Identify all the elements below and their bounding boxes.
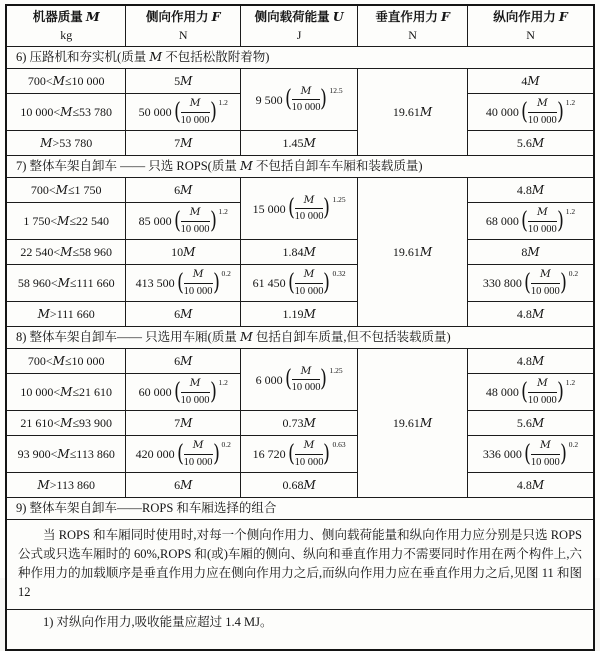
mass-range-cell: M>53 780 xyxy=(6,131,126,156)
formula-exponent: 0.2 xyxy=(568,440,579,450)
math-variable: M xyxy=(531,477,545,492)
note-paragraph: 当 ROPS 和车厢同时使用时,对每一个侧向作用力、侧向载荷能量和纵向作用力应分别是只选 ROPS 公式或只选车厢时的 60%,ROPS 和(或)车厢的侧向、纵向和垂直作用力不需要同时作用在两个构件上,六种作用力的加载顺序是垂直作用力应在侧向作用力之后,而纵向作用力应在垂直作用力之后,见图 11 和图 12 xyxy=(18,528,582,599)
force-formula xyxy=(483,268,578,297)
fraction-denominator: 10 000 xyxy=(530,285,560,297)
section-title-row xyxy=(6,498,594,520)
math-variable: M xyxy=(419,415,433,430)
open-paren: ( xyxy=(173,98,181,125)
open-paren: ( xyxy=(521,207,528,234)
header-vertical-force xyxy=(358,5,468,47)
longitudinal-force-cell xyxy=(468,203,594,240)
fraction-denominator: 10 000 xyxy=(294,285,324,297)
lateral-force-cell xyxy=(126,94,241,131)
force-formula xyxy=(483,439,578,468)
formula-exponent: 1.2 xyxy=(565,378,576,388)
force-formula xyxy=(486,97,575,126)
open-paren: ( xyxy=(173,378,181,405)
mass-ratio-fraction xyxy=(528,97,557,126)
lateral-energy-cell xyxy=(241,349,358,411)
math-variable: M xyxy=(531,353,545,368)
math-variable: M xyxy=(57,275,70,290)
longitudinal-force-cell: 5.6M xyxy=(468,131,594,156)
longitudinal-force-cell xyxy=(468,265,594,302)
formula-coefficient: 336 000 xyxy=(482,447,522,461)
force-formula xyxy=(136,268,231,297)
longitudinal-force-cell xyxy=(468,94,594,131)
mass-range-cell: M>113 860 xyxy=(6,473,126,498)
formula-exponent: 1.2 xyxy=(218,378,228,388)
formula-coefficient: 420 000 xyxy=(135,447,175,461)
force-formula xyxy=(253,194,346,223)
lateral-force-cell xyxy=(126,203,241,240)
force-formula xyxy=(253,439,346,468)
lateral-energy-cell: 1.84M xyxy=(241,240,358,265)
open-paren: ( xyxy=(176,269,184,296)
lateral-force-cell: 6M xyxy=(126,473,241,498)
fraction-numerator xyxy=(181,377,210,392)
lateral-force-cell: 5M xyxy=(126,69,241,94)
open-paren: ( xyxy=(173,207,181,234)
open-paren: ( xyxy=(287,269,295,296)
math-variable: M xyxy=(60,384,73,399)
fraction-numerator xyxy=(184,439,213,454)
open-paren: ( xyxy=(287,195,295,222)
math-variable: M xyxy=(52,73,65,88)
mass-range-cell: 700<M≤10 000 xyxy=(6,69,126,94)
math-variable: M xyxy=(37,306,50,321)
formula-exponent: 0.2 xyxy=(221,440,231,450)
header-longitudinal-force xyxy=(468,5,594,47)
mass-ratio-fraction xyxy=(531,439,560,468)
section-title-row xyxy=(6,156,594,178)
mass-range-cell: 700<M≤10 000 xyxy=(6,349,126,374)
math-variable: F xyxy=(211,8,221,24)
math-variable: M xyxy=(60,415,73,430)
formula-coefficient: 6 000 xyxy=(255,372,283,387)
table-row xyxy=(6,302,594,327)
math-variable: M xyxy=(303,439,315,452)
fraction-denominator: 10 000 xyxy=(291,382,321,393)
rops-requirements-table xyxy=(5,4,595,651)
math-variable: M xyxy=(303,306,316,321)
longitudinal-force-cell: 5.6M xyxy=(468,411,594,436)
math-variable: M xyxy=(539,268,551,281)
fraction-numerator xyxy=(295,268,324,283)
math-variable: M xyxy=(419,104,433,119)
math-variable: M xyxy=(303,415,316,430)
section-title-row xyxy=(6,47,594,69)
close-paren: ) xyxy=(559,440,567,467)
fraction-numerator xyxy=(292,365,321,380)
lateral-energy-cell: 0.73M xyxy=(241,411,358,436)
math-variable: M xyxy=(303,135,316,150)
math-variable: M xyxy=(85,8,100,24)
formula-coefficient: 50 000 xyxy=(138,105,172,119)
section-title-row xyxy=(6,327,594,349)
math-variable: M xyxy=(60,104,73,119)
math-variable: M xyxy=(539,439,551,452)
open-paren: ( xyxy=(524,440,531,467)
math-variable: M xyxy=(57,213,70,228)
header-label: 机器质量 M xyxy=(32,8,100,24)
mass-range-cell: 10 000<M≤21 610 xyxy=(6,374,126,411)
math-variable: M xyxy=(180,306,193,321)
force-formula xyxy=(136,439,231,468)
math-variable: U xyxy=(332,8,344,24)
lateral-energy-cell xyxy=(241,436,358,473)
header-lateral-force xyxy=(126,5,241,47)
longitudinal-force-cell xyxy=(468,374,594,411)
math-variable: M xyxy=(303,477,316,492)
fraction-denominator: 10 000 xyxy=(527,394,557,406)
open-paren: ( xyxy=(287,440,295,467)
math-variable: M xyxy=(180,73,193,88)
mass-range-cell: 10 000<M≤53 780 xyxy=(6,94,126,131)
math-variable: M xyxy=(303,244,316,259)
vertical-force-cell: 19.61M xyxy=(358,349,468,498)
header-label: 纵向作用力 F xyxy=(493,8,568,24)
fraction-denominator: 10 000 xyxy=(183,285,213,297)
math-variable: M xyxy=(303,193,315,206)
math-variable: M xyxy=(57,446,70,461)
fraction-denominator: 10 000 xyxy=(527,223,557,235)
formula-coefficient: 16 720 xyxy=(252,447,286,461)
lateral-energy-cell xyxy=(241,178,358,240)
math-variable: M xyxy=(192,439,204,452)
formula-coefficient: 9 500 xyxy=(255,92,283,107)
lateral-energy-cell: 0.68M xyxy=(241,473,358,498)
fraction-numerator xyxy=(528,97,557,112)
math-variable: M xyxy=(180,135,193,150)
fraction-denominator: 10 000 xyxy=(294,211,324,222)
table-header xyxy=(6,5,594,47)
table-row xyxy=(6,240,594,265)
mass-range-cell: 1 750<M≤22 540 xyxy=(6,203,126,240)
longitudinal-force-cell: 4.8M xyxy=(468,302,594,327)
section-title: 8) 整体车架自卸车—— 只选用车厢(质量 M 包括自卸车质量,但不包括装载质量) xyxy=(6,327,594,349)
math-variable: M xyxy=(531,135,545,150)
formula-exponent: 1.25 xyxy=(329,365,343,375)
math-variable: M xyxy=(536,97,548,110)
combination-usage-note xyxy=(6,520,594,610)
math-variable: M xyxy=(189,97,201,110)
lateral-force-cell: 6M xyxy=(126,178,241,203)
lateral-force-cell xyxy=(126,374,241,411)
formula-exponent: 1.2 xyxy=(565,207,576,217)
header-label: 侧向载荷能量 U xyxy=(254,8,344,24)
lateral-force-cell: 6M xyxy=(126,349,241,374)
formula-coefficient: 60 000 xyxy=(138,385,172,399)
section-title: 7) 整体车架自卸车 —— 只选 ROPS(质量 M 不包括自卸车车厢和装载质量) xyxy=(6,156,594,178)
fraction-denominator: 10 000 xyxy=(183,456,213,468)
formula-exponent: 0.32 xyxy=(332,269,346,279)
open-paren: ( xyxy=(521,98,528,125)
math-variable: M xyxy=(189,206,201,219)
math-variable: M xyxy=(300,364,312,377)
mass-ratio-fraction xyxy=(181,97,210,126)
longitudinal-force-cell: 8M xyxy=(468,240,594,265)
formula-coefficient: 85 000 xyxy=(138,214,172,228)
header-unit: N xyxy=(526,28,535,43)
mass-range-cell: 21 610<M≤93 900 xyxy=(6,411,126,436)
lateral-force-cell: 6M xyxy=(126,302,241,327)
math-variable: M xyxy=(527,73,540,88)
mass-range-cell: 700<M≤1 750 xyxy=(6,178,126,203)
mass-ratio-fraction xyxy=(528,206,557,235)
mass-ratio-fraction xyxy=(181,206,210,235)
header-machine-mass xyxy=(6,5,126,47)
fraction-numerator xyxy=(531,439,560,454)
formula-coefficient: 48 000 xyxy=(485,385,519,399)
math-variable: F xyxy=(558,8,568,24)
lateral-energy-cell xyxy=(241,69,358,131)
header-unit: N xyxy=(408,28,417,43)
lateral-energy-cell: 1.19M xyxy=(241,302,358,327)
formula-coefficient: 413 500 xyxy=(135,276,175,290)
fraction-numerator xyxy=(292,85,321,100)
math-variable: M xyxy=(60,244,73,259)
fraction-denominator: 10 000 xyxy=(180,114,210,126)
force-formula xyxy=(256,365,343,394)
close-paren: ) xyxy=(323,269,331,296)
open-paren: ( xyxy=(521,378,528,405)
close-paren: ) xyxy=(320,86,328,113)
fraction-numerator xyxy=(181,97,210,112)
close-paren: ) xyxy=(212,269,220,296)
math-variable: M xyxy=(37,477,50,492)
longitudinal-force-cell: 4.8M xyxy=(468,178,594,203)
fraction-numerator xyxy=(295,194,324,209)
math-variable: M xyxy=(55,182,68,197)
math-variable: M xyxy=(189,377,201,390)
longitudinal-force-cell xyxy=(468,436,594,473)
open-paren: ( xyxy=(524,269,531,296)
math-variable: M xyxy=(180,415,193,430)
mass-ratio-fraction xyxy=(292,365,321,394)
fraction-denominator: 10 000 xyxy=(530,456,560,468)
fraction-numerator xyxy=(528,206,557,221)
open-paren: ( xyxy=(176,440,184,467)
fraction-numerator xyxy=(531,268,560,283)
close-paren: ) xyxy=(556,98,564,125)
header-label: 垂直作用力 F xyxy=(375,8,450,24)
open-paren: ( xyxy=(284,366,292,393)
math-variable: M xyxy=(40,135,53,150)
formula-exponent: 0.2 xyxy=(568,269,579,279)
math-variable: M xyxy=(239,329,253,345)
close-paren: ) xyxy=(209,378,217,405)
note-row xyxy=(6,520,594,610)
longitudinal-force-cell: 4.8M xyxy=(468,349,594,374)
math-variable: M xyxy=(531,415,545,430)
header-unit: J xyxy=(296,28,302,43)
formula-coefficient: 40 000 xyxy=(485,105,519,119)
mass-ratio-fraction xyxy=(295,439,324,468)
fraction-denominator: 10 000 xyxy=(180,223,210,235)
mass-range-cell: 22 540<M≤58 960 xyxy=(6,240,126,265)
fraction-numerator xyxy=(181,206,210,221)
fraction-numerator xyxy=(295,439,324,454)
close-paren: ) xyxy=(212,440,220,467)
mass-ratio-fraction xyxy=(184,268,213,297)
table-body xyxy=(6,47,594,651)
close-paren: ) xyxy=(323,440,331,467)
force-formula xyxy=(256,85,343,114)
formula-exponent: 12.5 xyxy=(329,85,343,95)
force-formula xyxy=(486,206,575,235)
table-row xyxy=(6,436,594,473)
formula-coefficient: 330 800 xyxy=(482,276,522,290)
table-row xyxy=(6,473,594,498)
header-unit: N xyxy=(178,28,188,43)
math-variable: M xyxy=(180,353,193,368)
vertical-force-cell: 19.61M xyxy=(358,69,468,156)
section-title: 6) 压路机和夯实机(质量 M 不包括松散附着物) xyxy=(6,47,594,69)
table-row xyxy=(6,69,594,94)
formula-coefficient: 61 450 xyxy=(252,276,286,290)
lateral-force-cell xyxy=(126,265,241,302)
fraction-denominator: 10 000 xyxy=(291,102,321,113)
mass-range-cell: 93 900<M≤113 860 xyxy=(6,436,126,473)
longitudinal-force-cell: 4.8M xyxy=(468,473,594,498)
mass-ratio-fraction xyxy=(184,439,213,468)
table-row xyxy=(6,265,594,302)
fraction-denominator: 10 000 xyxy=(180,394,210,406)
lateral-force-cell: 10M xyxy=(126,240,241,265)
close-paren: ) xyxy=(209,98,217,125)
formula-exponent: 1.2 xyxy=(218,98,228,108)
mass-range-cell: 58 960<M≤111 660 xyxy=(6,265,126,302)
mass-range-cell: M>111 660 xyxy=(6,302,126,327)
formula-exponent: 0.63 xyxy=(332,440,346,450)
table-row xyxy=(6,178,594,203)
mass-ratio-fraction xyxy=(295,194,324,223)
header-label: 侧向作用力 F xyxy=(146,8,221,24)
math-variable: M xyxy=(180,477,193,492)
footnote-row xyxy=(6,610,594,651)
table-row xyxy=(6,411,594,436)
footnote xyxy=(6,610,594,651)
longitudinal-force-cell: 4M xyxy=(468,69,594,94)
header-row xyxy=(6,5,594,47)
section-title: 9) 整体车架自卸车——ROPS 和车厢选择的组合 xyxy=(6,498,594,520)
fraction-denominator: 10 000 xyxy=(294,456,324,468)
math-variable: M xyxy=(531,306,545,321)
force-formula xyxy=(486,377,575,406)
header-lateral-energy xyxy=(241,5,358,47)
math-variable: M xyxy=(52,353,65,368)
header-unit: kg xyxy=(60,28,73,43)
force-formula xyxy=(139,206,228,235)
formula-exponent: 0.2 xyxy=(221,269,231,279)
vertical-force-cell: 19.61M xyxy=(358,178,468,327)
close-paren: ) xyxy=(320,366,328,393)
table-row xyxy=(6,349,594,374)
math-variable: M xyxy=(300,84,312,97)
footnote-text: 1) 对纵向作用力,吸收能量应超过 1.4 MJ。 xyxy=(43,615,273,629)
mass-ratio-fraction xyxy=(528,377,557,406)
math-variable: M xyxy=(536,377,548,390)
lateral-energy-cell: 1.45M xyxy=(241,131,358,156)
math-variable: M xyxy=(183,244,196,259)
open-paren: ( xyxy=(284,86,292,113)
math-variable: M xyxy=(419,244,433,259)
mass-ratio-fraction xyxy=(181,377,210,406)
math-variable: M xyxy=(180,182,193,197)
math-variable: M xyxy=(527,244,540,259)
fraction-numerator xyxy=(184,268,213,283)
close-paren: ) xyxy=(323,195,331,222)
math-variable: M xyxy=(536,206,548,219)
math-variable: M xyxy=(192,268,204,281)
close-paren: ) xyxy=(559,269,567,296)
formula-exponent: 1.2 xyxy=(218,207,228,217)
formula-exponent: 1.25 xyxy=(332,194,346,204)
lateral-force-cell: 7M xyxy=(126,411,241,436)
mass-ratio-fraction xyxy=(292,85,321,114)
force-formula xyxy=(139,377,228,406)
table-row xyxy=(6,131,594,156)
force-formula xyxy=(253,268,346,297)
formula-coefficient: 15 000 xyxy=(252,201,286,216)
fraction-denominator: 10 000 xyxy=(527,114,557,126)
math-variable: M xyxy=(303,268,315,281)
math-variable: M xyxy=(149,49,163,65)
mass-ratio-fraction xyxy=(295,268,324,297)
mass-ratio-fraction xyxy=(531,268,560,297)
fraction-numerator xyxy=(528,377,557,392)
close-paren: ) xyxy=(556,378,564,405)
close-paren: ) xyxy=(556,207,564,234)
lateral-energy-cell xyxy=(241,265,358,302)
formula-coefficient: 68 000 xyxy=(485,214,519,228)
force-formula xyxy=(139,97,228,126)
lateral-force-cell xyxy=(126,436,241,473)
close-paren: ) xyxy=(209,207,217,234)
formula-exponent: 1.2 xyxy=(565,98,576,108)
math-variable: F xyxy=(440,8,450,24)
math-variable: M xyxy=(531,182,545,197)
lateral-force-cell: 7M xyxy=(126,131,241,156)
math-variable: M xyxy=(239,158,253,174)
